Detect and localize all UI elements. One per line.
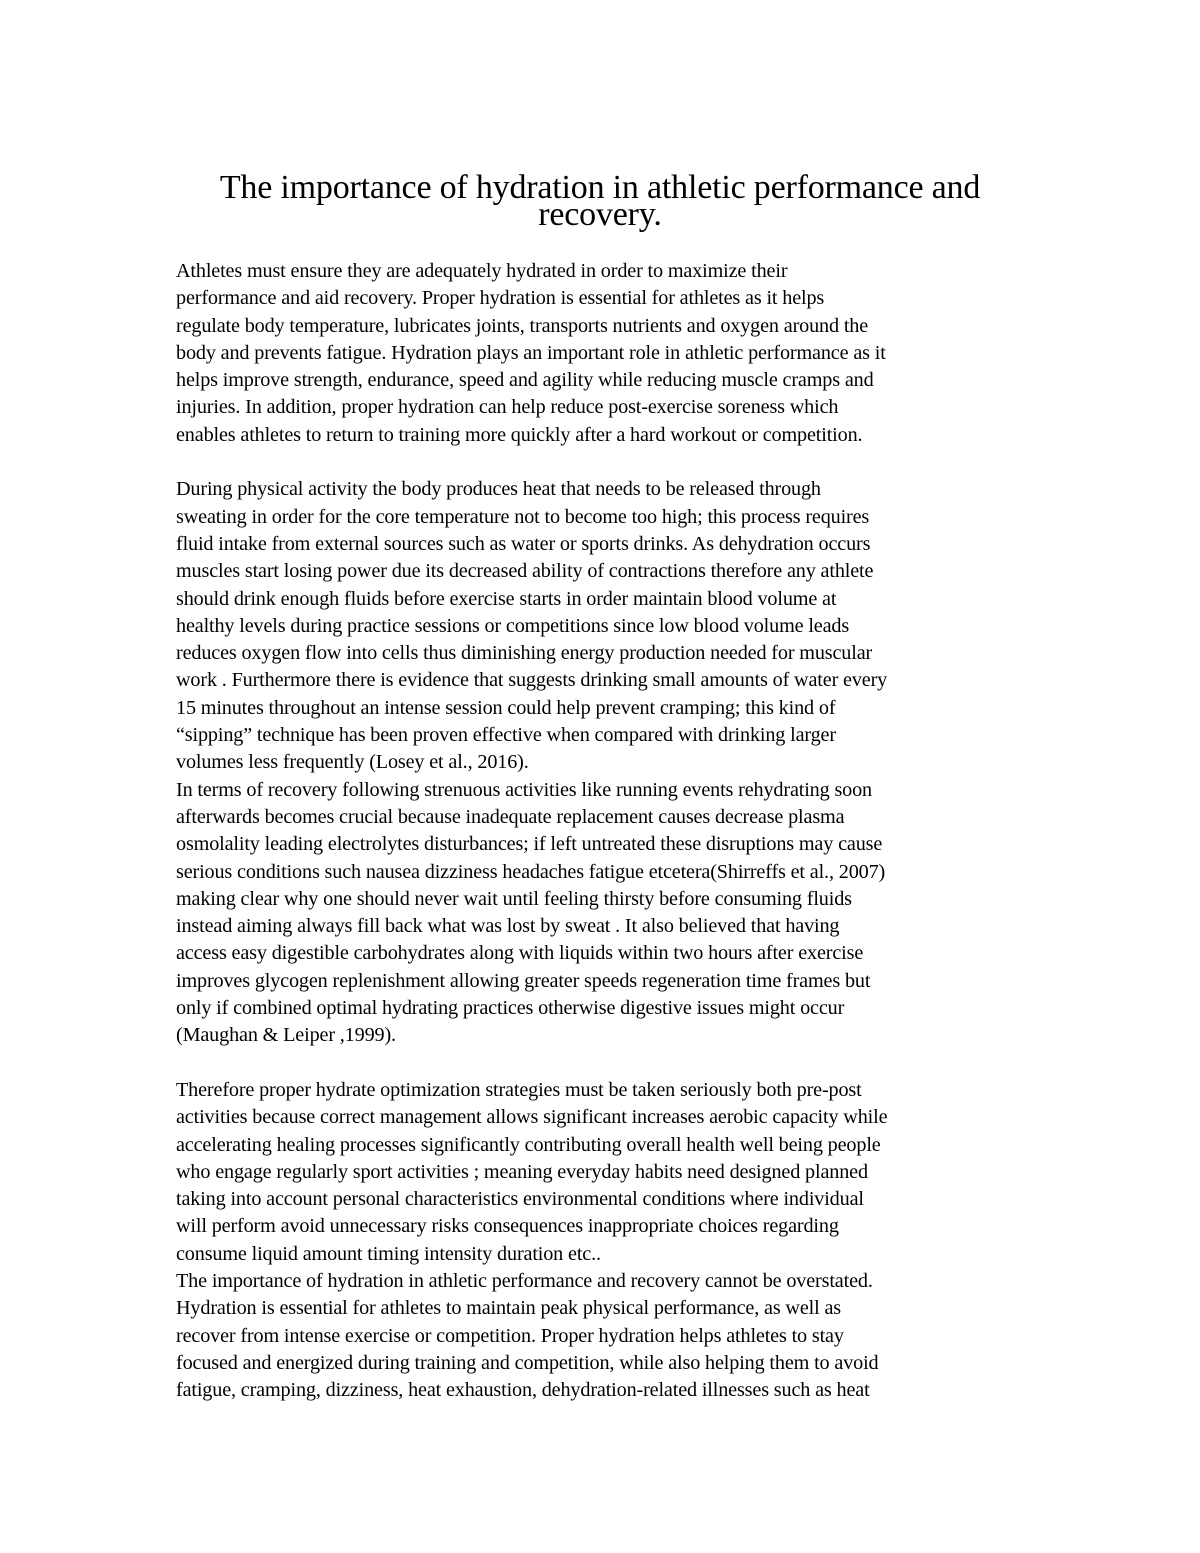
text-line: The importance of hydration in athletic performance and recovery cannot be overstated.	[176, 1269, 873, 1292]
text-line: accelerating healing processes significantly contributing overall health well being people	[176, 1133, 881, 1156]
text-line: improves glycogen replenishment allowing greater speeds regeneration time frames but	[176, 969, 871, 992]
text-line: recover from intense exercise or competition. Proper hydration helps athletes to stay	[176, 1324, 844, 1347]
text-line: osmolality leading electrolytes disturbances; if left untreated these disruptions may cause	[176, 833, 883, 856]
text-line: fluid intake from external sources such as water or sports drinks. As dehydration occurs	[176, 532, 871, 555]
text-line: fatigue, cramping, dizziness, heat exhaustion, dehydration-related illnesses such as heat	[176, 1379, 870, 1402]
document-body	[176, 258, 1036, 1404]
text-line: making clear why one should never wait until feeling thirsty before consuming fluids	[176, 887, 852, 910]
text-line: focused and energized during training and competition, while also helping them to avoid	[176, 1351, 879, 1374]
text-line: During physical activity the body produces heat that needs to be released through	[176, 478, 821, 501]
text-line: In terms of recovery following strenuous activities like running events rehydrating soon	[176, 778, 872, 801]
text-line: reduces oxygen flow into cells thus diminishing energy production needed for muscular	[176, 642, 873, 665]
document-title	[150, 164, 1050, 234]
text-line: enables athletes to return to training more quickly after a hard workout or competition.	[176, 423, 863, 446]
text-line: afterwards becomes crucial because inadequate replacement causes decrease plasma	[176, 805, 845, 828]
text-line: “sipping” technique has been proven effective when compared with drinking larger	[176, 724, 836, 747]
text-line: performance and aid recovery. Proper hydration is essential for athletes as it helps	[176, 287, 825, 310]
text-line: activities because correct management allows significant increases aerobic capacity while	[176, 1106, 888, 1129]
text-line: regulate body temperature, lubricates joints, transports nutrients and oxygen around the	[176, 314, 869, 337]
text-line: only if combined optimal hydrating practices otherwise digestive issues might occur	[176, 997, 845, 1020]
text-line: (Maughan & Leiper ,1999).	[176, 1024, 396, 1047]
text-line: volumes less frequently (Losey et al., 2016).	[176, 751, 529, 774]
text-line: consume liquid amount timing intensity duration etc..	[176, 1242, 601, 1265]
paragraph	[176, 1077, 1036, 1405]
text-line: who engage regularly sport activities ; meaning everyday habits need designed planned	[176, 1160, 868, 1183]
text-line: helps improve strength, endurance, speed and agility while reducing muscle cramps and	[176, 369, 874, 392]
text-line: Athletes must ensure they are adequately hydrated in order to maximize their	[176, 260, 788, 282]
text-line: body and prevents fatigue. Hydration plays an important role in athletic performance as it	[176, 341, 886, 364]
paragraph	[176, 476, 1036, 1049]
paragraph-spacer	[176, 449, 1036, 476]
text-line: instead aiming always fill back what was lost by sweat . It also believed that having	[176, 915, 840, 938]
text-line: 15 minutes throughout an intense session could help prevent cramping; this kind of	[176, 696, 836, 719]
paragraph	[176, 258, 1036, 449]
paragraph-spacer	[176, 1050, 1036, 1077]
text-line: should drink enough fluids before exercise starts in order maintain blood volume at	[176, 587, 837, 610]
text-line: taking into account personal characteristics environmental conditions where individual	[176, 1188, 864, 1211]
text-line: sweating in order for the core temperature not to become too high; this process requires	[176, 505, 870, 528]
text-line: serious conditions such nausea dizziness headaches fatigue etcetera(Shirreffs et al., 2007)	[176, 860, 886, 883]
text-line: will perform avoid unnecessary risks consequences inappropriate choices regarding	[176, 1215, 839, 1238]
text-line: injuries. In addition, proper hydration can help reduce post-exercise soreness which	[176, 396, 839, 419]
text-line: Hydration is essential for athletes to maintain peak physical performance, as well as	[176, 1297, 841, 1320]
text-line: work . Furthermore there is evidence that suggests drinking small amounts of water every	[176, 669, 888, 692]
text-line: muscles start losing power due its decreased ability of contractions therefore any athlete	[176, 560, 874, 583]
title-line: recovery.	[538, 196, 662, 234]
title-line: The importance of hydration in athletic performance and	[219, 169, 981, 206]
text-line: access easy digestible carbohydrates along with liquids within two hours after exercise	[176, 942, 864, 965]
text-line: healthy levels during practice sessions or competitions since low blood volume leads	[176, 614, 850, 637]
text-line: Therefore proper hydrate optimization strategies must be taken seriously both pre-post	[176, 1078, 862, 1101]
